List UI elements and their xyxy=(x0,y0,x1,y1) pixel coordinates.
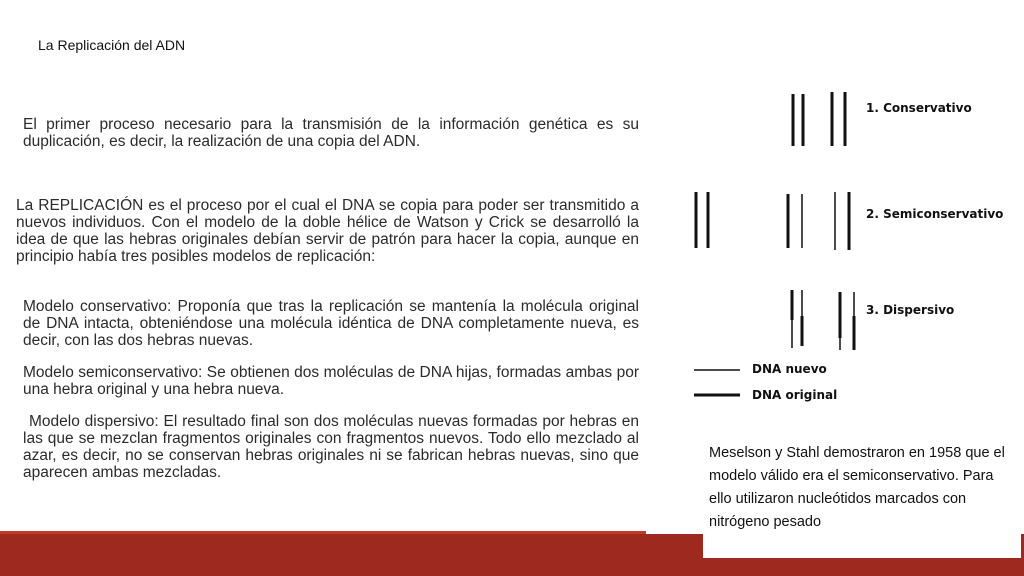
label-semiconservative: 2. Semiconservativo xyxy=(866,207,1004,221)
model-dispersive-text: Modelo dispersivo: El resultado final son dos moléculas nuevas formadas por hebras en las que se mezclan fragmentos originales con fragmentos nuevos. Todo ello mezclado al azar, es decir, no se conservan hebras originales ni se fabrican hebras nuevas, sino que aparecen ambas mezcladas. xyxy=(23,413,639,481)
conservative-strands xyxy=(793,92,845,146)
replication-models-diagram xyxy=(680,80,1024,420)
meselson-stahl-note: Meselson y Stahl demostraron en 1958 que el modelo válido era el semiconservativo. Para ello utilizaron nucleótidos marcados con nitrógeno pesado xyxy=(703,440,1021,558)
model-dispersive-item xyxy=(23,413,639,481)
slide-title: La Replicación del ADN xyxy=(38,37,186,53)
dispersive-strands xyxy=(792,290,854,350)
intro-paragraph: El primer proceso necesario para la transmisión de la información genética es su duplicación, es decir, la realización de una copia del ADN. xyxy=(23,116,639,150)
model-semiconservative-text: Modelo semiconservativo: Se obtienen dos moléculas de DNA hijas, formadas ambas por una hebra original y una hebra nueva. xyxy=(23,364,639,398)
definition-paragraph: La REPLICACIÓN es el proceso por el cual el DNA se copia para poder ser transmitido a nuevos individuos. Con el modelo de la doble hélice de Watson y Crick se desarrolló la idea de que las hebras originales debían servir de patrón para hacer la copia, aunque en principio había tres posibles modelos de replicación: xyxy=(16,197,639,265)
semiconservative-strands xyxy=(696,192,849,250)
model-conservative-text: Modelo conservativo: Proponía que tras la replicación se mantenía la molécula original de DNA intacta, obteniéndose una molécula idéntica de DNA completamente nueva, es decir, con las dos hebras nuevas. xyxy=(23,298,639,349)
legend-new-label: DNA nuevo xyxy=(752,362,827,376)
label-dispersive: 3. Dispersivo xyxy=(866,303,955,317)
label-conservative: 1. Conservativo xyxy=(866,101,972,115)
legend-original-label: DNA original xyxy=(752,388,838,402)
